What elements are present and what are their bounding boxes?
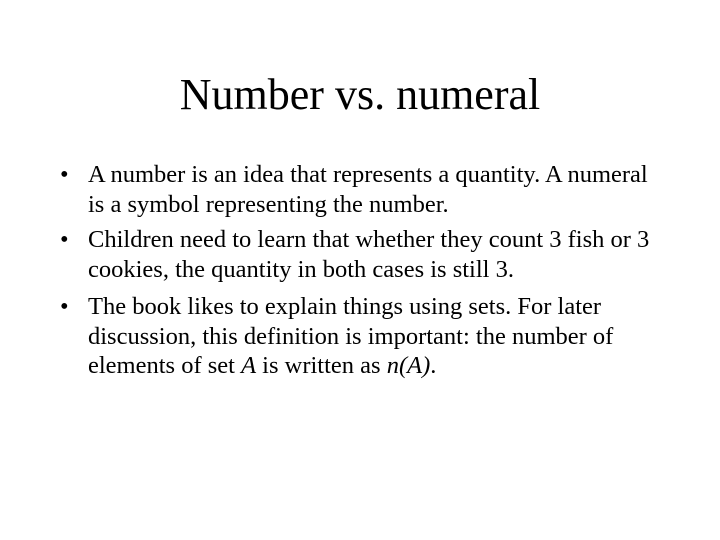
bullet-text-end: . <box>430 352 437 379</box>
set-symbol: A <box>241 352 257 379</box>
bullet-icon: • <box>60 161 69 188</box>
bullet-text-start: The book likes to explain things using sets. For later discussion, this definition is important: the number of elements of set <box>88 293 614 379</box>
bullet-item-sets-definition <box>54 292 664 381</box>
bullet-list <box>54 160 664 387</box>
slide-title: Number vs. numeral <box>179 70 541 119</box>
bullet-text: Children need to learn that whether they count 3 fish or 3 cookies, the quantity in both cases is still 3. <box>88 226 650 283</box>
set-notation: n(A) <box>386 352 431 379</box>
bullet-icon: • <box>60 226 69 253</box>
bullet-text-middle: is written as <box>256 352 387 379</box>
bullet-item-number-definition <box>54 160 664 219</box>
bullet-item-children-counting <box>54 225 664 284</box>
bullet-text: A number is an idea that represents a quantity. A numeral is a symbol representing the number. <box>88 161 648 218</box>
bullet-icon: • <box>60 293 69 320</box>
